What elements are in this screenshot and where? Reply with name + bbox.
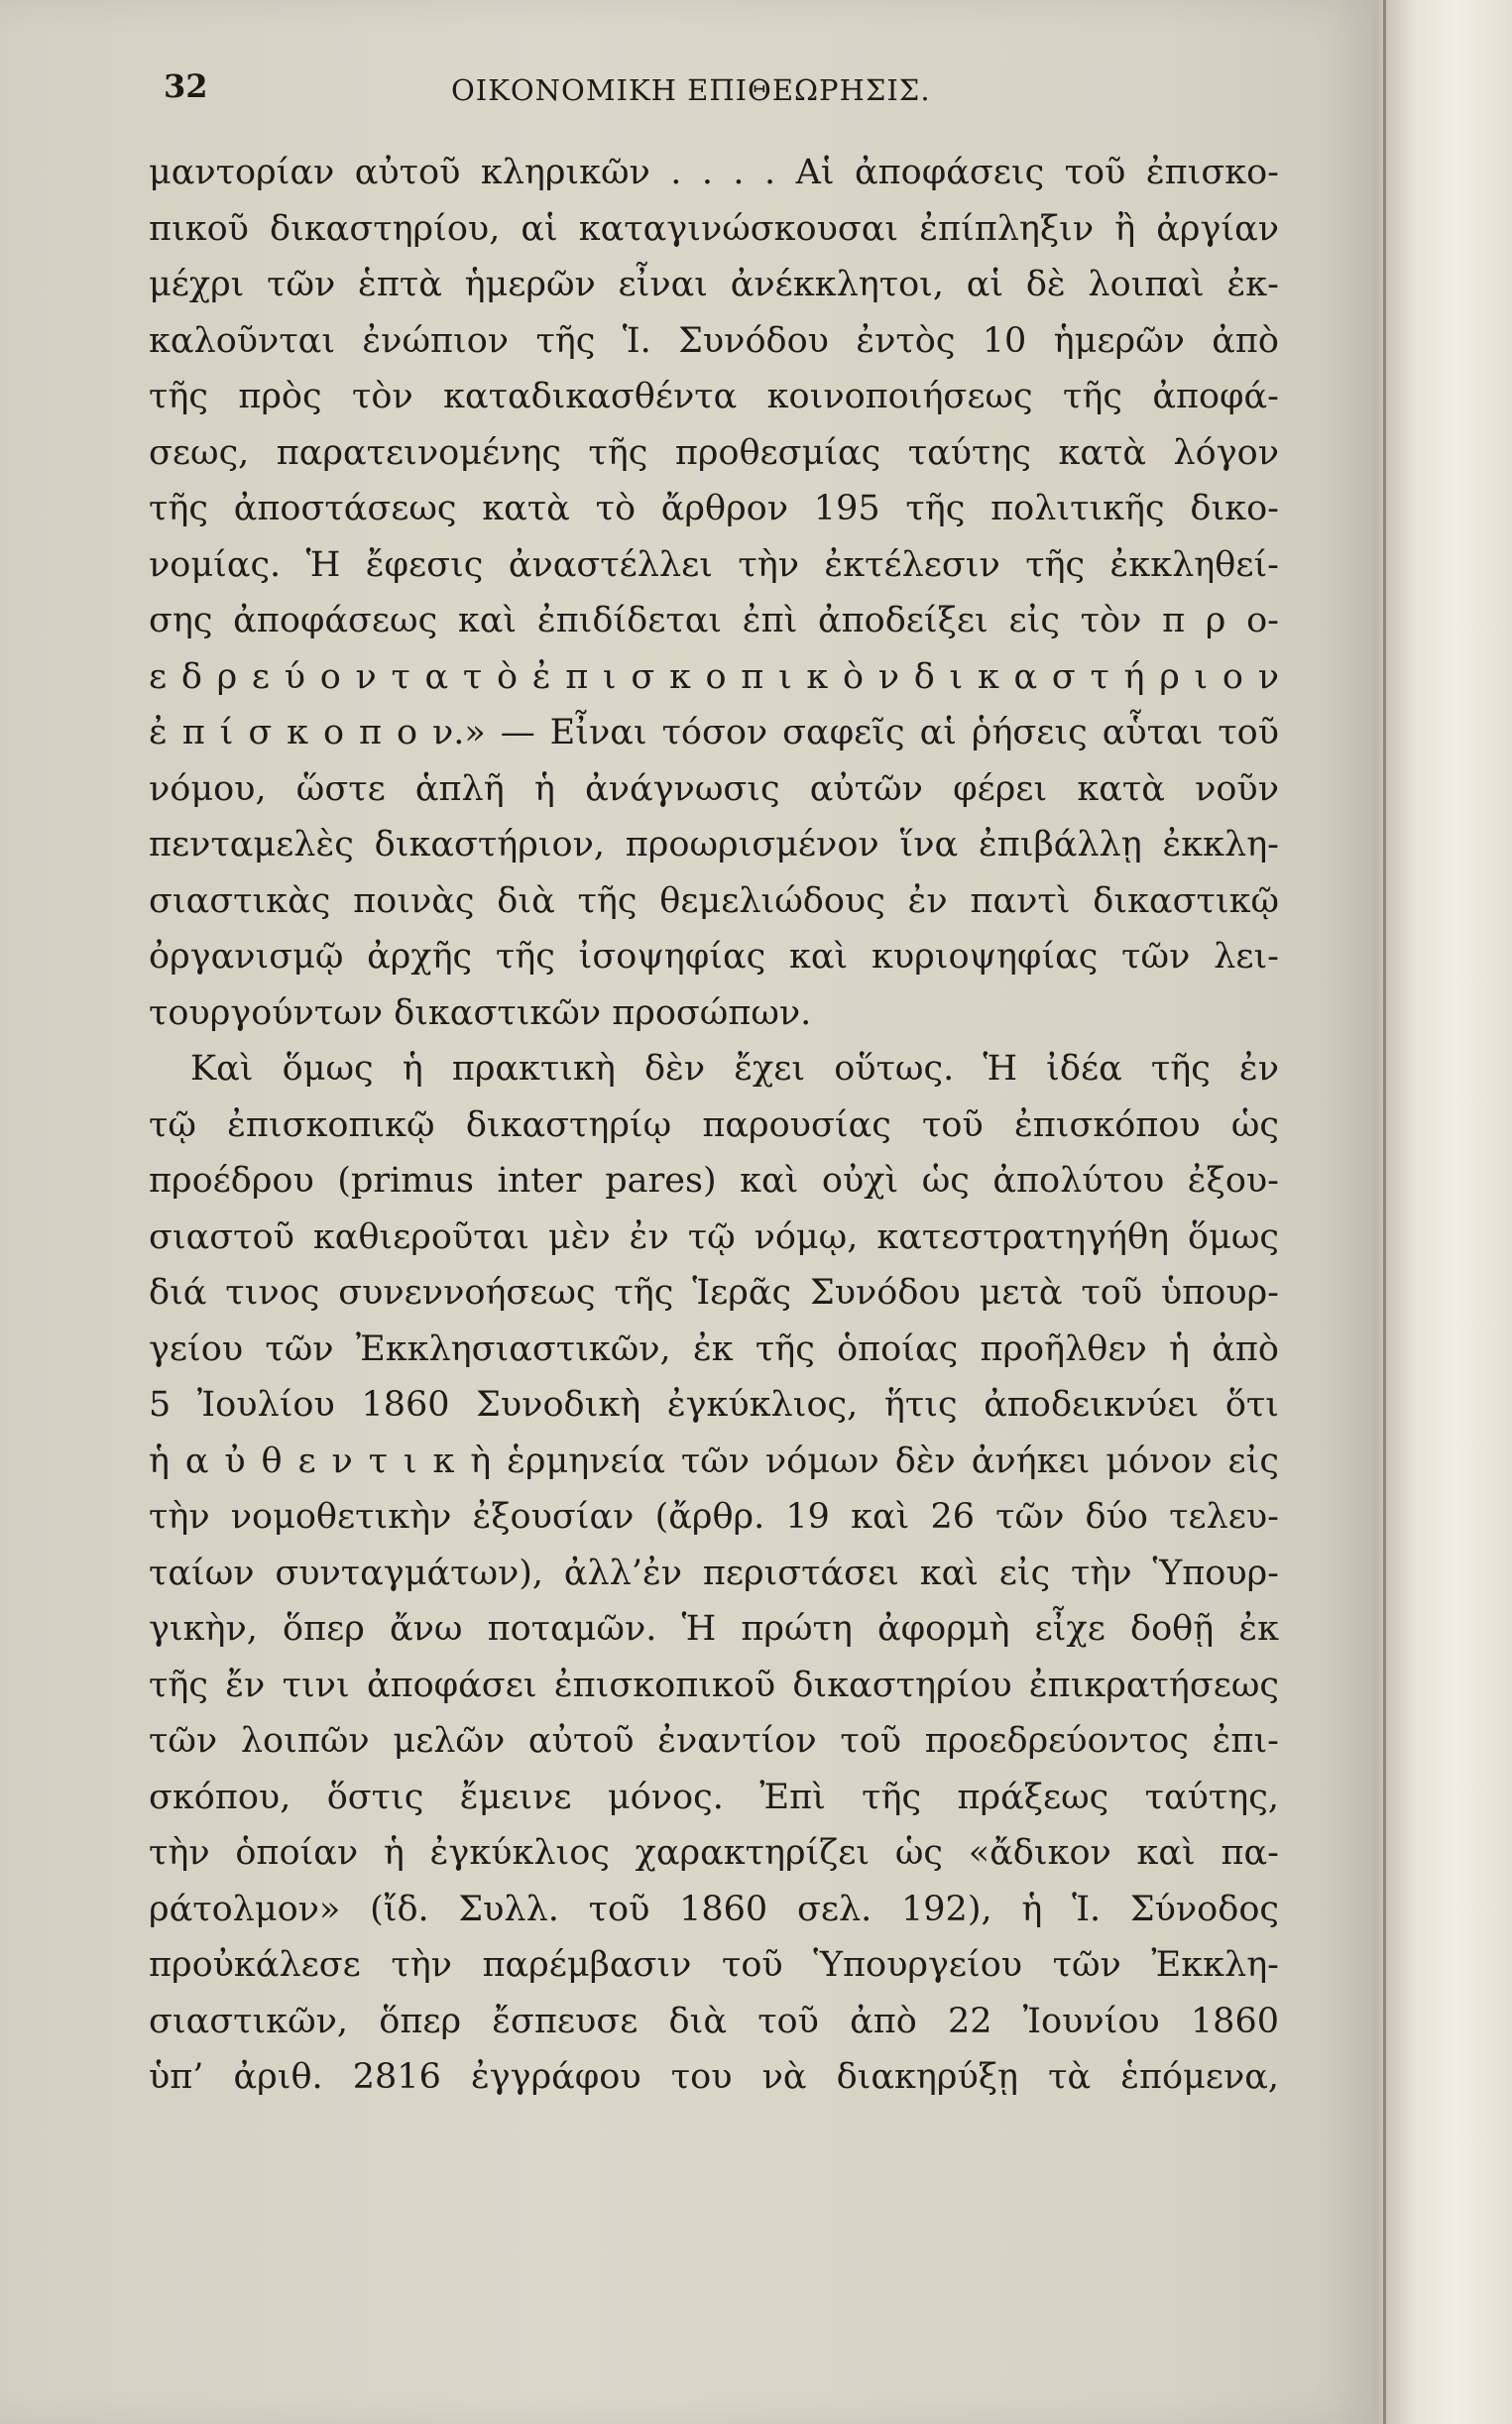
text-line: πενταμελὲς δικαστήριον, προωρισμένον ἵνα ἐπιβάλλῃ ἐκκλη- <box>149 825 1279 865</box>
text-line: 5 Ἰουλίου 1860 Συνοδικὴ ἐγκύκλιος, ἥτις ἀποδεικνύει ὅτι <box>149 1385 1279 1425</box>
text-line: νομίας. Ἡ ἔφεσις ἀναστέλλει τὴν ἐκτέλεσιν τῆς ἐκκληθεί- <box>149 544 1279 585</box>
text-line: ἐ π ί σ κ ο π ο ν.» — Εἶναι τόσον σαφεῖς αἱ ῥήσεις αὗται τοῦ <box>149 713 1279 752</box>
text-line: ἡ α ὐ θ ε ν τ ι κ ὴ ἑρμηνεία τῶν νόμων δὲν ἀνήκει μόνον εἰς <box>149 1441 1279 1481</box>
text-line: τῷ ἐπισκοπικῷ δικαστηρίῳ παρουσίας τοῦ ἐπισκόπου ὡς <box>149 1104 1279 1145</box>
text-line: τῶν λοιπῶν μελῶν αὐτοῦ ἐναντίον τοῦ προεδρεύοντος ἐπι- <box>149 1721 1279 1761</box>
text-line: τῆς πρὸς τὸν καταδικασθέντα κοινοποιήσεως τῆς ἀποφά- <box>149 377 1279 416</box>
page-edge-divider <box>1383 0 1386 2424</box>
running-title: ΟΙΚΟΝΟΜΙΚΗ ΕΠΙΘΕΩΡΗΣΙΣ. <box>451 73 931 107</box>
page-header <box>164 67 1274 127</box>
text-line: μέχρι τῶν ἑπτὰ ἡμερῶν εἶναι ἀνέκκλητοι, αἱ δὲ λοιπαὶ ἐκ- <box>149 265 1279 304</box>
text-line: Καὶ ὅμως ἡ πρακτικὴ δὲν ἔχει οὕτως. Ἡ ἰδέα τῆς ἐν <box>190 1049 1279 1089</box>
text-line: ὑπ’ ἀριθ. 2816 ἐγγράφου του νὰ διακηρύξῃ τὰ ἑπόμενα, <box>149 2057 1279 2097</box>
text-line: σιαστικὰς ποινὰς διὰ τῆς θεμελιώδους ἐν παντὶ δικαστικῷ <box>149 880 1279 921</box>
text-line: νόμου, ὥστε ἁπλῆ ἡ ἀνάγνωσις αὐτῶν φέρει κατὰ νοῦν <box>149 768 1279 809</box>
text-line: ὀργανισμῷ ἀρχῆς τῆς ἰσοψηφίας καὶ κυριοψηφίας τῶν λει- <box>149 937 1279 977</box>
text-line: τὴν νομοθετικὴν ἐξουσίαν (ἄρθρ. 19 καὶ 26 τῶν δύο τελευ- <box>149 1497 1279 1537</box>
body-text <box>149 145 1279 2106</box>
text-line: σιαστοῦ καθιεροῦται μὲν ἐν τῷ νόμῳ, κατεστρατηγήθη ὅμως <box>149 1216 1279 1257</box>
text-line: μαντορίαν αὐτοῦ κληρικῶν . . . . Αἱ ἀποφάσεις τοῦ ἐπισκο- <box>149 153 1279 192</box>
text-line: τὴν ὁποίαν ἡ ἐγκύκλιος χαρακτηρίζει ὡς «ἄδικον καὶ πα- <box>149 1833 1279 1873</box>
text-line: γείου τῶν Ἐκκλησιαστικῶν, ἐκ τῆς ὁποίας προῆλθεν ἡ ἀπὸ <box>149 1328 1279 1369</box>
page-number: 32 <box>164 67 208 105</box>
text-line: τῆς ἔν τινι ἀποφάσει ἐπισκοπικοῦ δικαστηρίου ἐπικρατήσεως <box>149 1665 1279 1705</box>
text-line: διά τινος συνεννοήσεως τῆς Ἱερᾶς Συνόδου μετὰ τοῦ ὑπουρ- <box>149 1273 1279 1313</box>
text-line: προὐκάλεσε τὴν παρέμβασιν τοῦ Ὑπουργείου τῶν Ἐκκλη- <box>149 1945 1279 1985</box>
text-line: πικοῦ δικαστηρίου, αἱ καταγινώσκουσαι ἐπίπληξιν ἢ ἀργίαν <box>149 208 1279 249</box>
text-line: προέδρου (primus inter pares) καὶ οὐχὶ ὡς ἀπολύτου ἐξου- <box>149 1161 1279 1201</box>
text-line: ράτολμον» (ἴδ. Συλλ. τοῦ 1860 σελ. 192), ἡ Ἱ. Σύνοδος <box>149 1889 1279 1929</box>
book-gutter <box>1373 0 1512 2424</box>
text-line: ταίων συνταγμάτων), ἀλλ’ἐν περιστάσει καὶ εἰς τὴν Ὑπουρ- <box>149 1553 1279 1593</box>
text-line: τουργούντων δικαστικῶν προσώπων. <box>149 992 812 1033</box>
text-line: σεως, παρατεινομένης τῆς προθεσμίας ταύτης κατὰ λόγον <box>149 432 1279 473</box>
text-line: τῆς ἀποστάσεως κατὰ τὸ ἄρθρον 195 τῆς πολιτικῆς δικο- <box>149 489 1279 528</box>
text-line: σης ἀποφάσεως καὶ ἐπιδίδεται ἐπὶ ἀποδείξει εἰς τὸν π ρ ο- <box>149 601 1279 640</box>
text-line: ε δ ρ ε ύ ο ν τ α τ ὸ ἐ π ι σ κ ο π ι κ ὸ ν δ ι κ α σ τ ή ρ ι ο ν <box>149 656 1279 697</box>
text-line: καλοῦνται ἐνώπιον τῆς Ἱ. Συνόδου ἐντὸς 10 ἡμερῶν ἀπὸ <box>149 320 1279 361</box>
text-line: σιαστικῶν, ὅπερ ἔσπευσε διὰ τοῦ ἀπὸ 22 Ἰουνίου 1860 <box>149 2001 1279 2041</box>
text-line: σκόπου, ὅστις ἔμεινε μόνος. Ἐπὶ τῆς πράξεως ταύτης, <box>149 1777 1279 1817</box>
text-line: γικὴν, ὅπερ ἄνω ποταμῶν. Ἡ πρώτη ἀφορμὴ εἶχε δοθῇ ἐκ <box>149 1609 1279 1649</box>
